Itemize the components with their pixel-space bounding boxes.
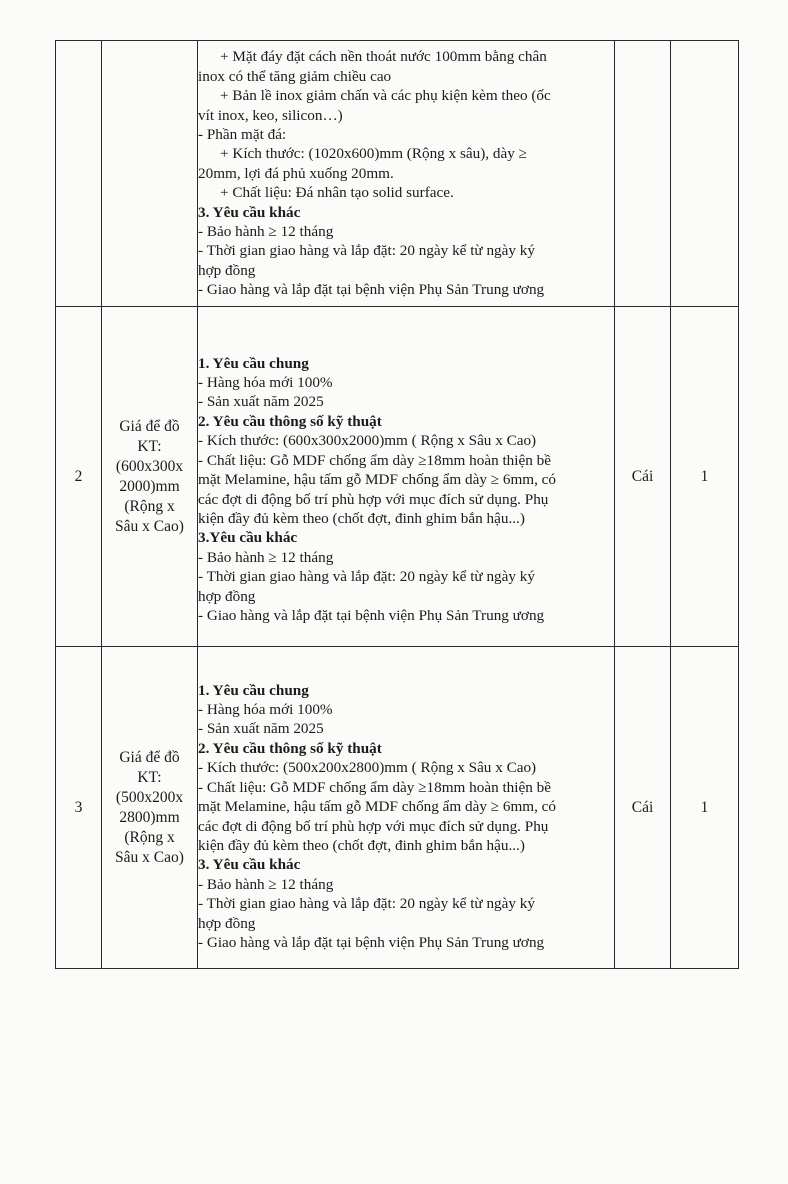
spec-line: các đợt di động bố trí phù hợp với mục đích sử dụng. Phụ — [198, 490, 549, 508]
spec-heading: 2. Yêu cầu thông số kỹ thuật — [198, 412, 382, 430]
item-quantity — [671, 41, 739, 307]
item-name — [102, 647, 198, 969]
spec-line: - Hàng hóa mới 100% — [198, 374, 333, 392]
row-number: 3 — [56, 647, 102, 969]
item-name-line: (Rộng x — [124, 497, 175, 515]
spec-line: - Thời gian giao hàng và lắp đặt: 20 ngày kể từ ngày ký — [198, 242, 535, 260]
spec-lines — [198, 328, 614, 626]
spec-heading: 1. Yêu cầu chung — [198, 681, 309, 699]
spec-line: kiện đầy đủ kèm theo (chốt đợt, đinh ghim bắn hậu...) — [198, 836, 525, 854]
spec-line: - Chất liệu: Gỗ MDF chống ẩm dày ≥18mm hoàn thiện bề — [198, 451, 551, 469]
spec-line: hợp đồng — [198, 261, 256, 279]
item-unit — [615, 41, 671, 307]
item-quantity: 1 — [671, 647, 739, 969]
item-name-line: Sâu x Cao) — [115, 517, 184, 535]
table-row — [56, 41, 739, 307]
spec-heading: 3. Yêu cầu khác — [198, 856, 301, 874]
item-name — [102, 41, 198, 307]
spec-line: hợp đồng — [198, 587, 256, 605]
spec-line: - Giao hàng và lắp đặt tại bệnh viện Phụ Sản Trung ương — [198, 933, 545, 951]
item-name-line: KT: — [137, 437, 162, 455]
table-row — [56, 647, 739, 969]
spec-heading: 1. Yêu cầu chung — [198, 354, 309, 372]
row-number — [56, 41, 102, 307]
spec-line: inox có thể tăng giảm chiều cao — [198, 67, 392, 85]
item-name — [102, 307, 198, 647]
spec-line: các đợt di động bố trí phù hợp với mục đích sử dụng. Phụ — [198, 817, 549, 835]
spec-heading: 3. Yêu cầu khác — [198, 203, 301, 221]
spec-line: kiện đầy đủ kèm theo (chốt đợt, đinh ghim bắn hậu...) — [198, 509, 525, 527]
spec-line: + Mặt đáy đặt cách nền thoát nước 100mm bằng chân — [220, 48, 547, 66]
spec-line: mặt Melamine, hậu tấm gỗ MDF chống ẩm dày ≥ 6mm, có — [198, 798, 557, 816]
item-name-line: (600x300x — [115, 457, 184, 475]
spec-line: mặt Melamine, hậu tấm gỗ MDF chống ẩm dày ≥ 6mm, có — [198, 471, 557, 489]
row-number: 2 — [56, 307, 102, 647]
item-unit: Cái — [615, 647, 671, 969]
spec-line: - Sản xuất năm 2025 — [198, 393, 324, 411]
table-row — [56, 307, 739, 647]
spec-line: + Chất liệu: Đá nhân tạo solid surface. — [220, 184, 454, 202]
item-name-line: KT: — [137, 768, 162, 786]
item-name-line: (500x200x — [115, 788, 184, 806]
spec-line: + Kích thước: (1020x600)mm (Rộng x sâu), dày ≥ — [220, 145, 527, 163]
item-name-line: (Rộng x — [124, 828, 175, 846]
item-name-line: Giá để đồ — [119, 417, 180, 435]
spec-table — [55, 40, 739, 969]
spec-heading: 3.Yêu cầu khác — [198, 529, 298, 547]
spec-lines — [198, 47, 614, 299]
spec-lines — [198, 663, 614, 953]
spec-line: vít inox, keo, silicon…) — [198, 106, 343, 124]
item-name-lines — [102, 417, 197, 537]
item-name-line: 2000)mm — [119, 477, 180, 495]
spec-line: - Thời gian giao hàng và lắp đặt: 20 ngày kể từ ngày ký — [198, 568, 535, 586]
item-name-line: Sâu x Cao) — [115, 848, 184, 866]
spec-line: - Thời gian giao hàng và lắp đặt: 20 ngày kể từ ngày ký — [198, 895, 535, 913]
spec-line: - Phần mặt đá: — [198, 125, 287, 143]
item-unit: Cái — [615, 307, 671, 647]
spec-line: - Bảo hành ≥ 12 tháng — [198, 548, 334, 566]
spec-line: - Kích thước: (600x300x2000)mm ( Rộng x Sâu x Cao) — [198, 432, 537, 450]
spec-line: - Sản xuất năm 2025 — [198, 720, 324, 738]
spec-line: 20mm, lợi đá phủ xuống 20mm. — [198, 164, 394, 182]
spec-line: - Giao hàng và lắp đặt tại bệnh viện Phụ Sản Trung ương — [198, 281, 545, 299]
item-quantity: 1 — [671, 307, 739, 647]
item-spec — [198, 41, 615, 307]
item-spec — [198, 307, 615, 647]
spec-line: + Bản lề inox giảm chấn và các phụ kiện kèm theo (ốc — [220, 87, 551, 105]
spec-line: - Bảo hành ≥ 12 tháng — [198, 223, 334, 241]
spec-line: - Giao hàng và lắp đặt tại bệnh viện Phụ Sản Trung ương — [198, 606, 545, 624]
item-name-lines — [102, 748, 197, 868]
spec-line: - Kích thước: (500x200x2800)mm ( Rộng x Sâu x Cao) — [198, 759, 537, 777]
spec-heading: 2. Yêu cầu thông số kỹ thuật — [198, 739, 382, 757]
item-spec — [198, 647, 615, 969]
spec-line: - Hàng hóa mới 100% — [198, 701, 333, 719]
spec-line: - Chất liệu: Gỗ MDF chống ẩm dày ≥18mm hoàn thiện bề — [198, 778, 551, 796]
spec-line: - Bảo hành ≥ 12 tháng — [198, 875, 334, 893]
item-name-line: Giá để đồ — [119, 748, 180, 766]
item-name-line: 2800)mm — [119, 808, 180, 826]
spec-line: hợp đồng — [198, 914, 256, 932]
